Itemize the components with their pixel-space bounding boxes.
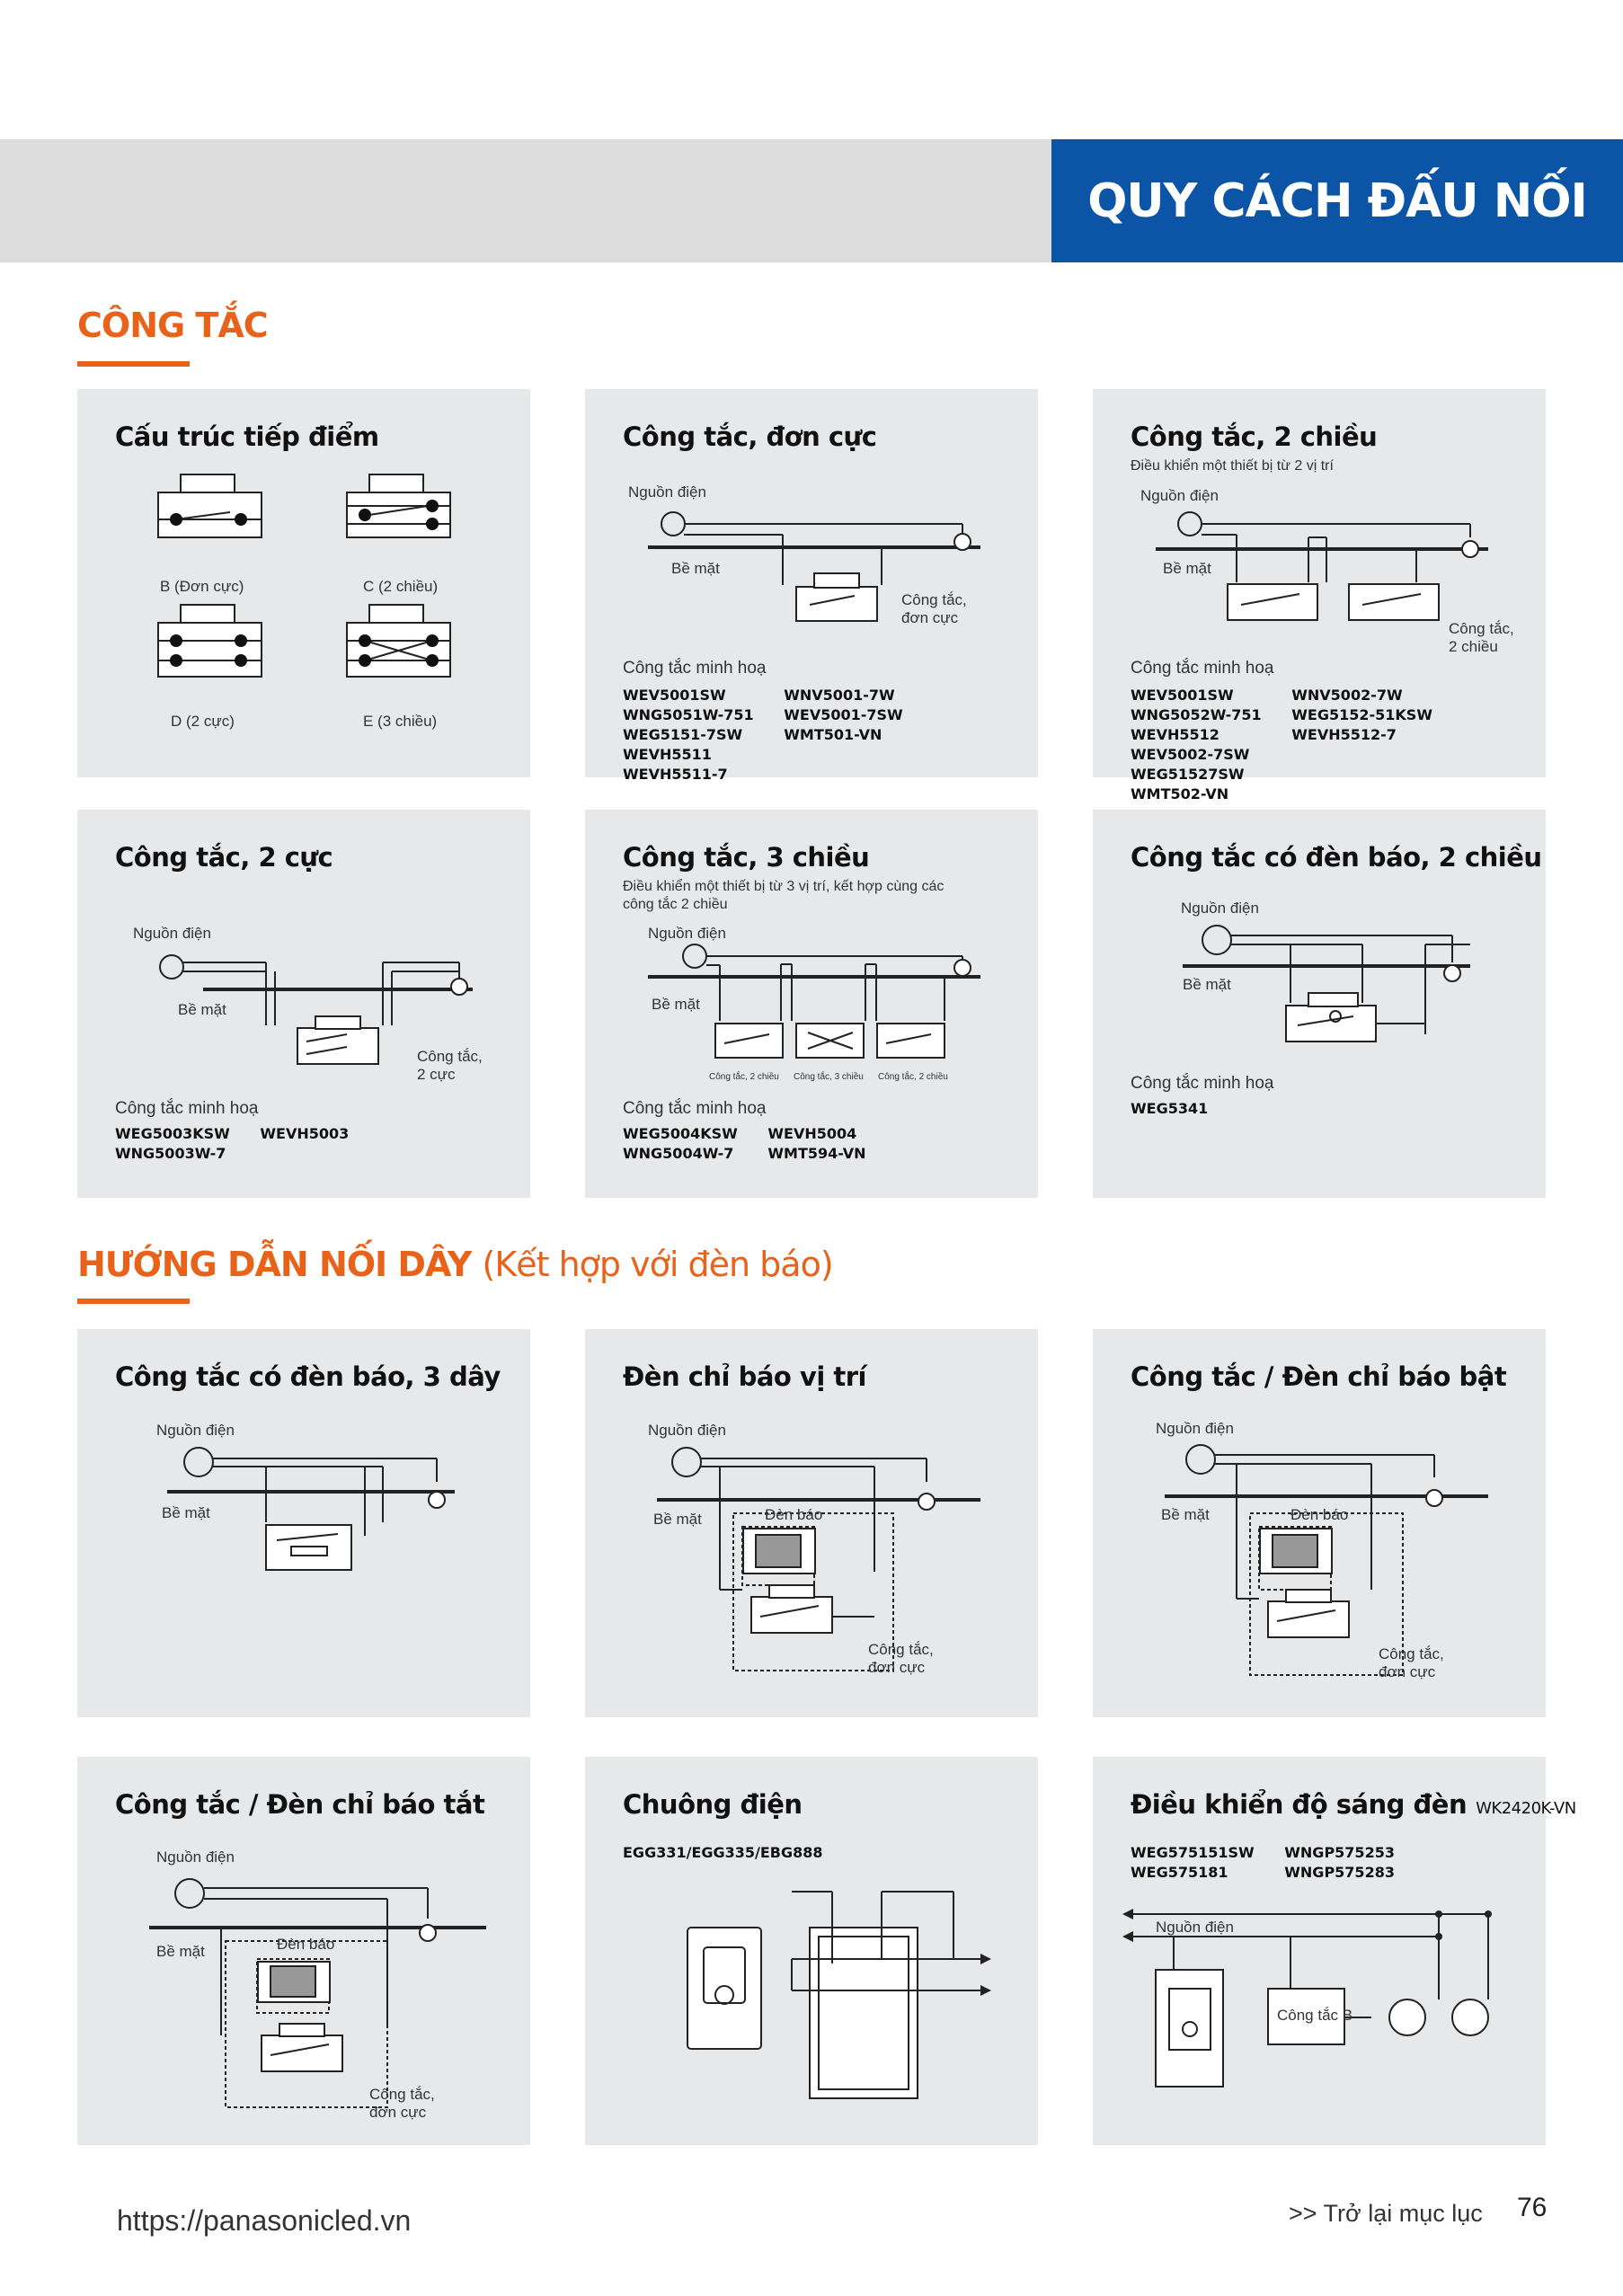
indicator-label: Đèn báo xyxy=(277,1936,335,1953)
models-label: Công tắc minh hoạ xyxy=(1131,659,1274,678)
section-title-switches: CÔNG TẮC xyxy=(77,306,268,345)
switch-label: Công tắc, 3 chiều xyxy=(794,1072,864,1082)
contact-d-label: D (2 cực) xyxy=(171,713,235,730)
model-list xyxy=(115,1124,374,1164)
surface-label: Bề mặt xyxy=(1183,976,1231,993)
indicator-3wire-diagram xyxy=(77,1329,530,1717)
switch-label: Công tắc, xyxy=(369,2086,435,2103)
switch-label: 2 chiều xyxy=(1449,638,1498,655)
model-column: WEG5341 xyxy=(1131,1100,1209,1117)
switch-label: Công tắc, xyxy=(417,1048,483,1065)
switch-label: Công tắc, xyxy=(1449,620,1514,637)
card-off-indicator xyxy=(77,1757,530,2145)
model-column: WNV5002-7W WEG5152-51KSW WEVH5512-7 xyxy=(1291,687,1432,743)
switch-label: Công tắc, xyxy=(1379,1645,1444,1662)
card-position-indicator xyxy=(585,1329,1038,1717)
section-title-sub: (Kết hợp với đèn báo) xyxy=(482,1245,833,1284)
surface-label: Bề mặt xyxy=(178,1001,226,1018)
surface-label: Bề mặt xyxy=(156,1943,205,1960)
model-list xyxy=(623,1124,891,1164)
switch-label: đơn cực xyxy=(369,2104,427,2121)
contact-e-label: E (3 chiều) xyxy=(363,713,438,730)
contact-b-label: B (Đơn cực) xyxy=(160,578,244,595)
dimmer-diagram xyxy=(1093,1757,1546,2145)
model-column: WEVH5003 xyxy=(260,1125,350,1142)
card-title: Công tắc / Đèn chỉ báo bật xyxy=(1131,1361,1507,1392)
indicator-label: Đèn báo xyxy=(765,1506,823,1523)
contact-structure-diagram xyxy=(77,389,530,777)
card-indicator-two-way xyxy=(1093,810,1546,1198)
model-column: WEG5003KSW WNG5003W-7 xyxy=(115,1125,230,1162)
position-indicator-diagram xyxy=(585,1329,1038,1717)
model-column: WEV5002-7SW WEG51527SW WMT502-VN xyxy=(1131,746,1250,802)
power-label: Nguồn điện xyxy=(156,1848,235,1866)
card-dimmer xyxy=(1093,1757,1576,2145)
model-list xyxy=(1131,1099,1233,1119)
models-label: Công tắc minh hoạ xyxy=(623,1099,767,1118)
switch-label: Công tắc, xyxy=(868,1641,934,1658)
model-list xyxy=(623,686,1038,785)
card-subtitle: Điều khiển một thiết bị từ 3 vị trí, kết hợp cùng các công tắc 2 chiều xyxy=(623,879,945,912)
switch-label: Công tắc, xyxy=(901,591,967,608)
section-title-wiring xyxy=(77,1245,833,1284)
models-label: Công tắc minh hoạ xyxy=(1131,1074,1274,1093)
card-title-text: Điều khiển độ sáng đèn xyxy=(1131,1789,1468,1820)
indicator-label: Đèn báo xyxy=(1290,1506,1349,1523)
model-column: WEG575151SW WEG575181 xyxy=(1131,1844,1255,1881)
card-on-indicator xyxy=(1093,1329,1546,1717)
card-title: Công tắc, 2 cực xyxy=(115,842,333,873)
model-column: WEVH5511 WEVH5511-7 xyxy=(623,746,728,783)
section-title-main: HƯỚNG DẪN NỐI DÂY xyxy=(77,1245,472,1284)
card-subtitle: Điều khiển một thiết bị từ 2 vị trí xyxy=(1131,458,1334,474)
card-title-model: WK2420K-VN xyxy=(1476,1799,1576,1818)
card-title: Đèn chỉ báo vị trí xyxy=(623,1361,866,1392)
model-column: WNGP575253 WNGP575283 xyxy=(1284,1844,1395,1881)
models-label: Công tắc minh hoạ xyxy=(115,1099,259,1118)
power-label: Nguồn điện xyxy=(1156,1420,1234,1437)
surface-label: Bề mặt xyxy=(162,1504,210,1521)
off-indicator-diagram xyxy=(77,1757,530,2145)
model-column: WEV5001SW WNG5052W-751 WEVH5512 xyxy=(1131,687,1262,743)
model-column: WNV5001-7W WEV5001-7SW WMT501-VN xyxy=(784,687,903,743)
surface-label: Bề mặt xyxy=(653,1511,702,1528)
card-doorbell xyxy=(585,1757,1038,2145)
footer-url-link[interactable]: https://panasonicled.vn xyxy=(117,2204,412,2237)
section-underline xyxy=(77,361,190,367)
card-title: Công tắc, đơn cực xyxy=(623,421,877,452)
card-title: Công tắc, 2 chiều xyxy=(1131,421,1378,452)
on-indicator-diagram xyxy=(1093,1329,1546,1717)
power-label: Nguồn điện xyxy=(133,925,211,942)
power-label: Nguồn điện xyxy=(648,1422,726,1439)
surface-label: Bề mặt xyxy=(1161,1506,1210,1523)
models-label: Công tắc minh hoạ xyxy=(623,659,767,678)
surface-label: Bề mặt xyxy=(671,560,720,577)
switch-label: đơn cực xyxy=(1379,1663,1436,1680)
model-list xyxy=(1131,686,1546,804)
section-underline xyxy=(77,1299,190,1304)
switch-b-label: Công tắc B xyxy=(1277,2007,1353,2024)
power-label: Nguồn điện xyxy=(156,1422,235,1439)
switch-label: đơn cực xyxy=(868,1659,926,1676)
surface-label: Bề mặt xyxy=(652,996,700,1013)
card-two-pole xyxy=(77,810,530,1198)
card-title: Cấu trúc tiếp điểm xyxy=(115,421,379,452)
card-contact-structure xyxy=(77,389,530,777)
indicator-two-way-diagram xyxy=(1093,810,1546,1198)
contact-c-label: C (2 chiều) xyxy=(363,578,439,595)
power-label: Nguồn điện xyxy=(1181,900,1259,917)
switch-label: Công tắc, 2 chiều xyxy=(878,1072,948,1082)
card-single-pole xyxy=(585,389,1038,783)
surface-label: Bề mặt xyxy=(1163,560,1211,577)
card-title: Công tắc có đèn báo, 2 chiều xyxy=(1131,842,1542,873)
switch-label: 2 cực xyxy=(417,1066,456,1083)
card-three-way xyxy=(585,810,1038,1198)
power-label: Nguồn điện xyxy=(648,925,726,942)
switch-label: đơn cực xyxy=(901,609,959,626)
power-label: Nguồn điện xyxy=(628,483,706,501)
page-number: 76 xyxy=(1517,2193,1548,2222)
back-to-toc-link[interactable]: >> Trở lại mục lục xyxy=(1289,2200,1483,2227)
model-column: WEVH5004 WMT594-VN xyxy=(767,1125,866,1162)
doorbell-diagram xyxy=(585,1757,1038,2145)
card-two-way xyxy=(1093,389,1546,802)
card-indicator-3wire xyxy=(77,1329,530,1717)
card-title: Công tắc có đèn báo, 3 dây xyxy=(115,1361,501,1392)
model-column: WEG5004KSW WNG5004W-7 xyxy=(623,1125,738,1162)
model-column: WEV5001SW WNG5051W-751 WEG5151-7SW xyxy=(623,687,754,743)
card-title: Công tắc / Đèn chỉ báo tắt xyxy=(115,1789,485,1820)
switch-label: Công tắc, 2 chiều xyxy=(709,1072,779,1082)
page-title: QUY CÁCH ĐẤU NỐI xyxy=(1051,139,1623,262)
model-column: EGG331/EGG335/EBG888 xyxy=(623,1844,823,1861)
card-title: Chuông điện xyxy=(623,1789,803,1820)
card-title: Công tắc, 3 chiều xyxy=(623,842,870,873)
power-label: Nguồn điện xyxy=(1140,487,1219,504)
power-label: Nguồn điện xyxy=(1156,1919,1234,1936)
